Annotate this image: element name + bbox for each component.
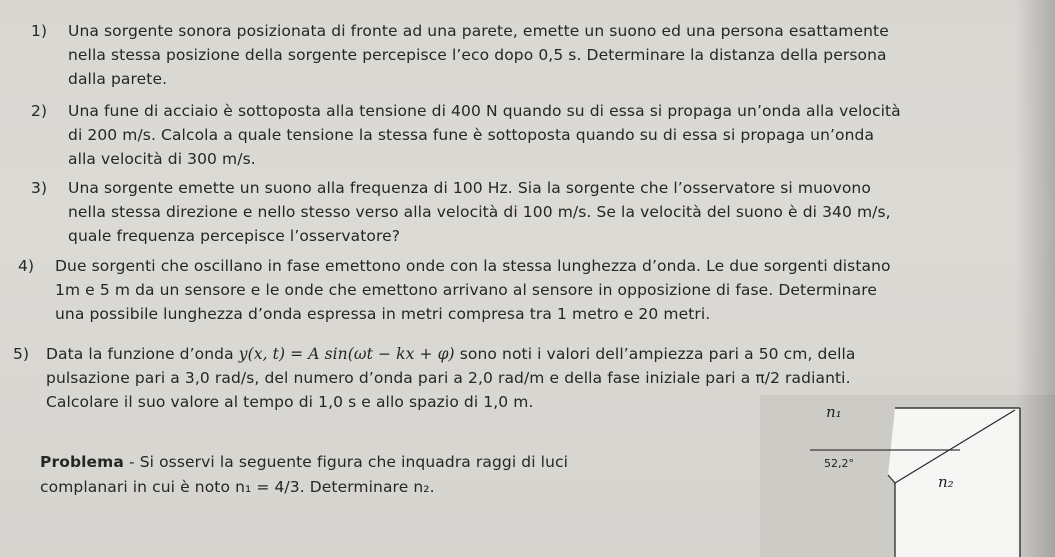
- label-n1: n₁: [826, 403, 842, 421]
- exercise-text-line: 1m e 5 m da un sensore e le onde che emettono arrivano al sensore in opposizione di fase. Determinare: [55, 281, 877, 299]
- exercise-text-line: dalla parete.: [68, 70, 168, 88]
- problem: [40, 450, 568, 500]
- exercise-text-line: pulsazione pari a 3,0 rad/s, del numero d’onda pari a 2,0 rad/m e della fase iniziale pari a π/2 radianti.: [46, 369, 851, 387]
- wave-function-formula: y(x, t) = A sin(ωt − kx + φ): [238, 345, 455, 363]
- exercise-text-line: Calcolare il suo valore al tempo di 1,0 s e allo spazio di 1,0 m.: [46, 393, 534, 411]
- exercise-text-line: alla velocità di 300 m/s.: [68, 150, 256, 168]
- exercise-text-line: di 200 m/s. Calcola a quale tensione la stessa fune è sottoposta quando su di essa si propaga un’onda: [68, 126, 875, 144]
- label-n2: n₂: [938, 473, 954, 491]
- exercise-text-line: Una sorgente sonora posizionata di fronte ad una parete, emette un suono ed una persona esattamente: [68, 22, 889, 40]
- exercise-text-line: Due sorgenti che oscillano in fase emettono onde con la stessa lunghezza d’onda. Le due sorgenti distano: [55, 257, 891, 275]
- text-fragment: Data la funzione d’onda: [46, 345, 239, 363]
- exercise-number: 4): [18, 257, 35, 275]
- page-edge-shadow: [1015, 0, 1055, 557]
- problem-text-line: complanari in cui è noto n₁ = 4/3. Determinare n₂.: [40, 478, 435, 496]
- refraction-figure: [760, 395, 1055, 557]
- exercise-2: [31, 99, 901, 171]
- medium-block: [888, 408, 1020, 557]
- exercise-text-line: nella stessa direzione e nello stesso verso alla velocità di 100 m/s. Se la velocità del suono è di 340 m/s,: [68, 203, 891, 221]
- exercise-text-line: [46, 342, 856, 366]
- problem-text-line: [40, 450, 568, 475]
- exercise-text-line: Una sorgente emette un suono alla frequenza di 100 Hz. Sia la sorgente che l’osservatore si muovono: [68, 179, 871, 197]
- refraction-diagram: [760, 395, 1055, 557]
- exercise-4: [18, 254, 891, 326]
- exercise-number: 5): [13, 345, 30, 363]
- exercise-5: [13, 342, 856, 414]
- exercise-text-line: una possibile lunghezza d’onda espressa in metri compresa tra 1 metro e 20 metri.: [55, 305, 711, 323]
- text-fragment: sono noti i valori dell’ampiezza pari a 50 cm, della: [454, 345, 856, 363]
- exercise-number: 3): [31, 179, 48, 197]
- exercise-text-line: quale frequenza percepisce l’osservatore?: [68, 227, 401, 245]
- exercise-3: [31, 176, 891, 248]
- exercise-number: 1): [31, 22, 48, 40]
- exercise-text-line: Una fune di acciaio è sottoposta alla tensione di 400 N quando su di essa si propaga un’onda alla velocità: [68, 102, 901, 120]
- angle-label: 52,2°: [824, 457, 854, 470]
- text-fragment: - Si osservi la seguente figura che inquadra raggi di luci: [123, 453, 569, 471]
- exercise-text-line: nella stessa posizione della sorgente percepisce l’eco dopo 0,5 s. Determinare la distanza della persona: [68, 46, 887, 64]
- exercise-number: 2): [31, 102, 48, 120]
- problem-title: Problema: [40, 453, 124, 471]
- exercise-1: [31, 19, 889, 91]
